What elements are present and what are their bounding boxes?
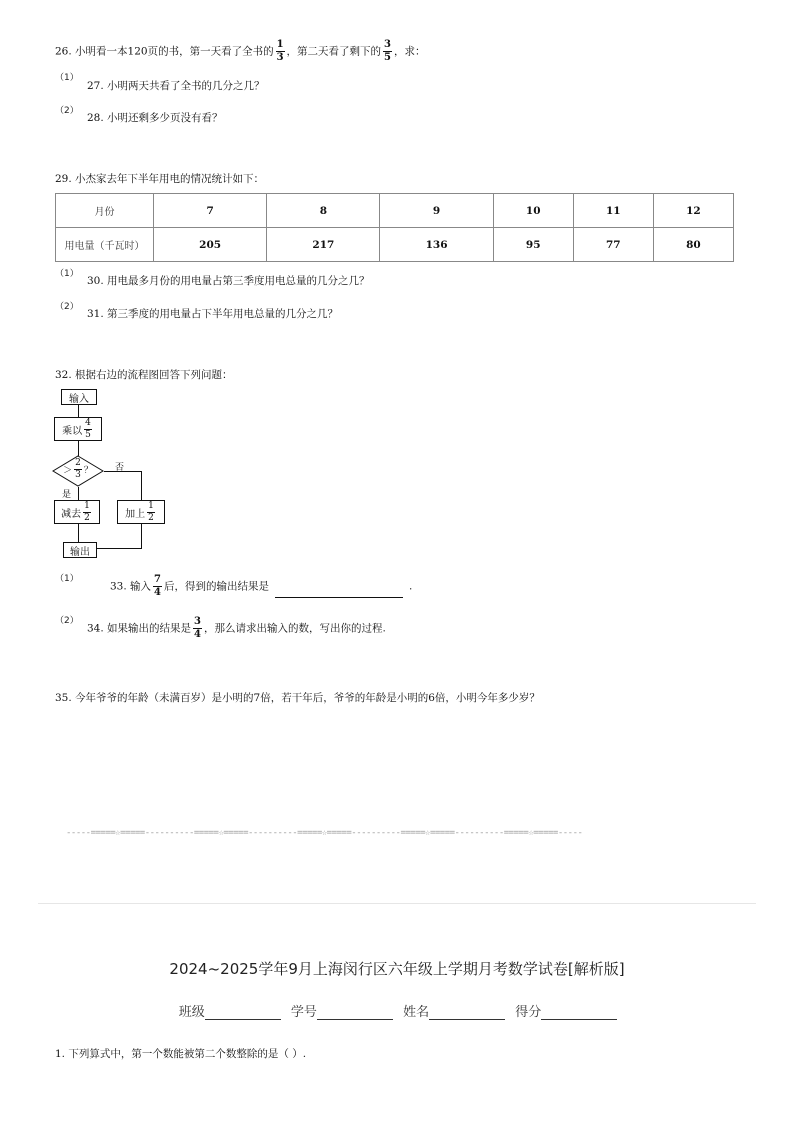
subquestion-index: （2） — [55, 302, 79, 312]
flow-input-box: 输入 — [61, 389, 97, 405]
table-cell: 217 — [267, 228, 380, 262]
q26-prefix: 26. 小明看一本120页的书，第一天看了全书的 — [55, 45, 274, 58]
electricity-table — [55, 193, 734, 262]
table-cell: 7 — [154, 194, 267, 228]
subquestion-index: （2） — [55, 616, 79, 626]
subquestion-index: （2） — [55, 106, 79, 116]
score-field[interactable] — [541, 1006, 617, 1020]
answer-blank[interactable] — [275, 587, 403, 598]
table-cell: 136 — [380, 228, 493, 262]
subquestion-index: （1） — [55, 73, 79, 83]
table-cell: 95 — [493, 228, 573, 262]
student-info-fields — [0, 1001, 794, 1020]
subquestion-index: （1） — [55, 269, 79, 279]
flow-minus-box: 减去 $\frac{1}{2}$ — [54, 500, 100, 524]
page-divider: -----=====☆=====----------=====☆=====----------=====☆=====----------=====☆=====----------=====☆=====----- — [66, 828, 583, 838]
q26-middle: ，第二天看了剩下的 — [286, 45, 382, 58]
table-cell: 11 — [573, 194, 653, 228]
score-label: 得分 — [515, 1005, 542, 1020]
question-33: 33. 输入 $\frac{7}{4}$ 后，得到的输出结果是 . — [110, 574, 413, 598]
exam-title: 2024~2025学年9月上海闵行区六年级上学期月考数学试卷[解析版] — [169, 960, 625, 978]
table-cell: 8 — [267, 194, 380, 228]
question-31: 31. 第三季度的用电量占下半年用电总量的几分之几？ — [87, 308, 339, 320]
question-34: 34. 如果输出的结果是 $\frac{3}{4}$ ，那么请求出输入的数，写出你的过程. — [87, 616, 386, 640]
question-27: 27. 小明两天共看了全书的几分之几？ — [87, 80, 265, 92]
table-cell: 12 — [653, 194, 733, 228]
class-field[interactable] — [205, 1006, 281, 1020]
subquestion-index: （1） — [55, 574, 79, 584]
question-35: 35. 今年爷爷的年龄（未满百岁）是小明的7倍，若干年后，爷爷的年龄是小明的6倍，小明今年多少岁？ — [55, 692, 540, 704]
row-header-month: 月份 — [56, 194, 154, 228]
table-cell: 10 — [493, 194, 573, 228]
student-id-field[interactable] — [317, 1006, 393, 1020]
flow-output-box: 输出 — [63, 542, 97, 558]
table-cell: 80 — [653, 228, 733, 262]
flow-condition: ＞ $\frac{2}{3}$ ？ — [63, 458, 93, 480]
table-cell: 77 — [573, 228, 653, 262]
table-row-months — [56, 194, 734, 228]
q26-suffix: ，求： — [394, 45, 426, 58]
fraction-one-third: $\frac{1}{3}$ — [276, 39, 284, 63]
question-26 — [55, 40, 426, 63]
question-1: 1. 下列算式中，第一个数能被第二个数整除的是（ ）. — [55, 1048, 307, 1060]
flow-yes-label: 是 — [62, 490, 72, 500]
table-row-usage — [56, 228, 734, 262]
question-32-stem: 32. 根据右边的流程图回答下列问题： — [55, 369, 233, 381]
fraction-three-fifths: $\frac{3}{5}$ — [384, 39, 392, 63]
question-30: 30. 用电最多月份的用电量占第三季度用电总量的几分之几？ — [87, 275, 370, 287]
table-cell: 9 — [380, 194, 493, 228]
flow-multiply-box: 乘以 $\frac{4}{5}$ — [54, 417, 102, 441]
question-29-stem: 29. 小杰家去年下半年用电的情况统计如下： — [55, 173, 265, 185]
flow-no-label: 否 — [115, 463, 125, 473]
class-label: 班级 — [178, 1005, 205, 1020]
question-28: 28. 小明还剩多少页没有看？ — [87, 112, 223, 124]
table-cell: 205 — [154, 228, 267, 262]
name-label: 姓名 — [403, 1005, 430, 1020]
page-separator — [38, 903, 756, 904]
student-id-label: 学号 — [290, 1005, 317, 1020]
flow-plus-box: 加上 $\frac{1}{2}$ — [117, 500, 165, 524]
name-field[interactable] — [429, 1006, 505, 1020]
row-header-usage: 用电量（千瓦时） — [56, 228, 154, 262]
